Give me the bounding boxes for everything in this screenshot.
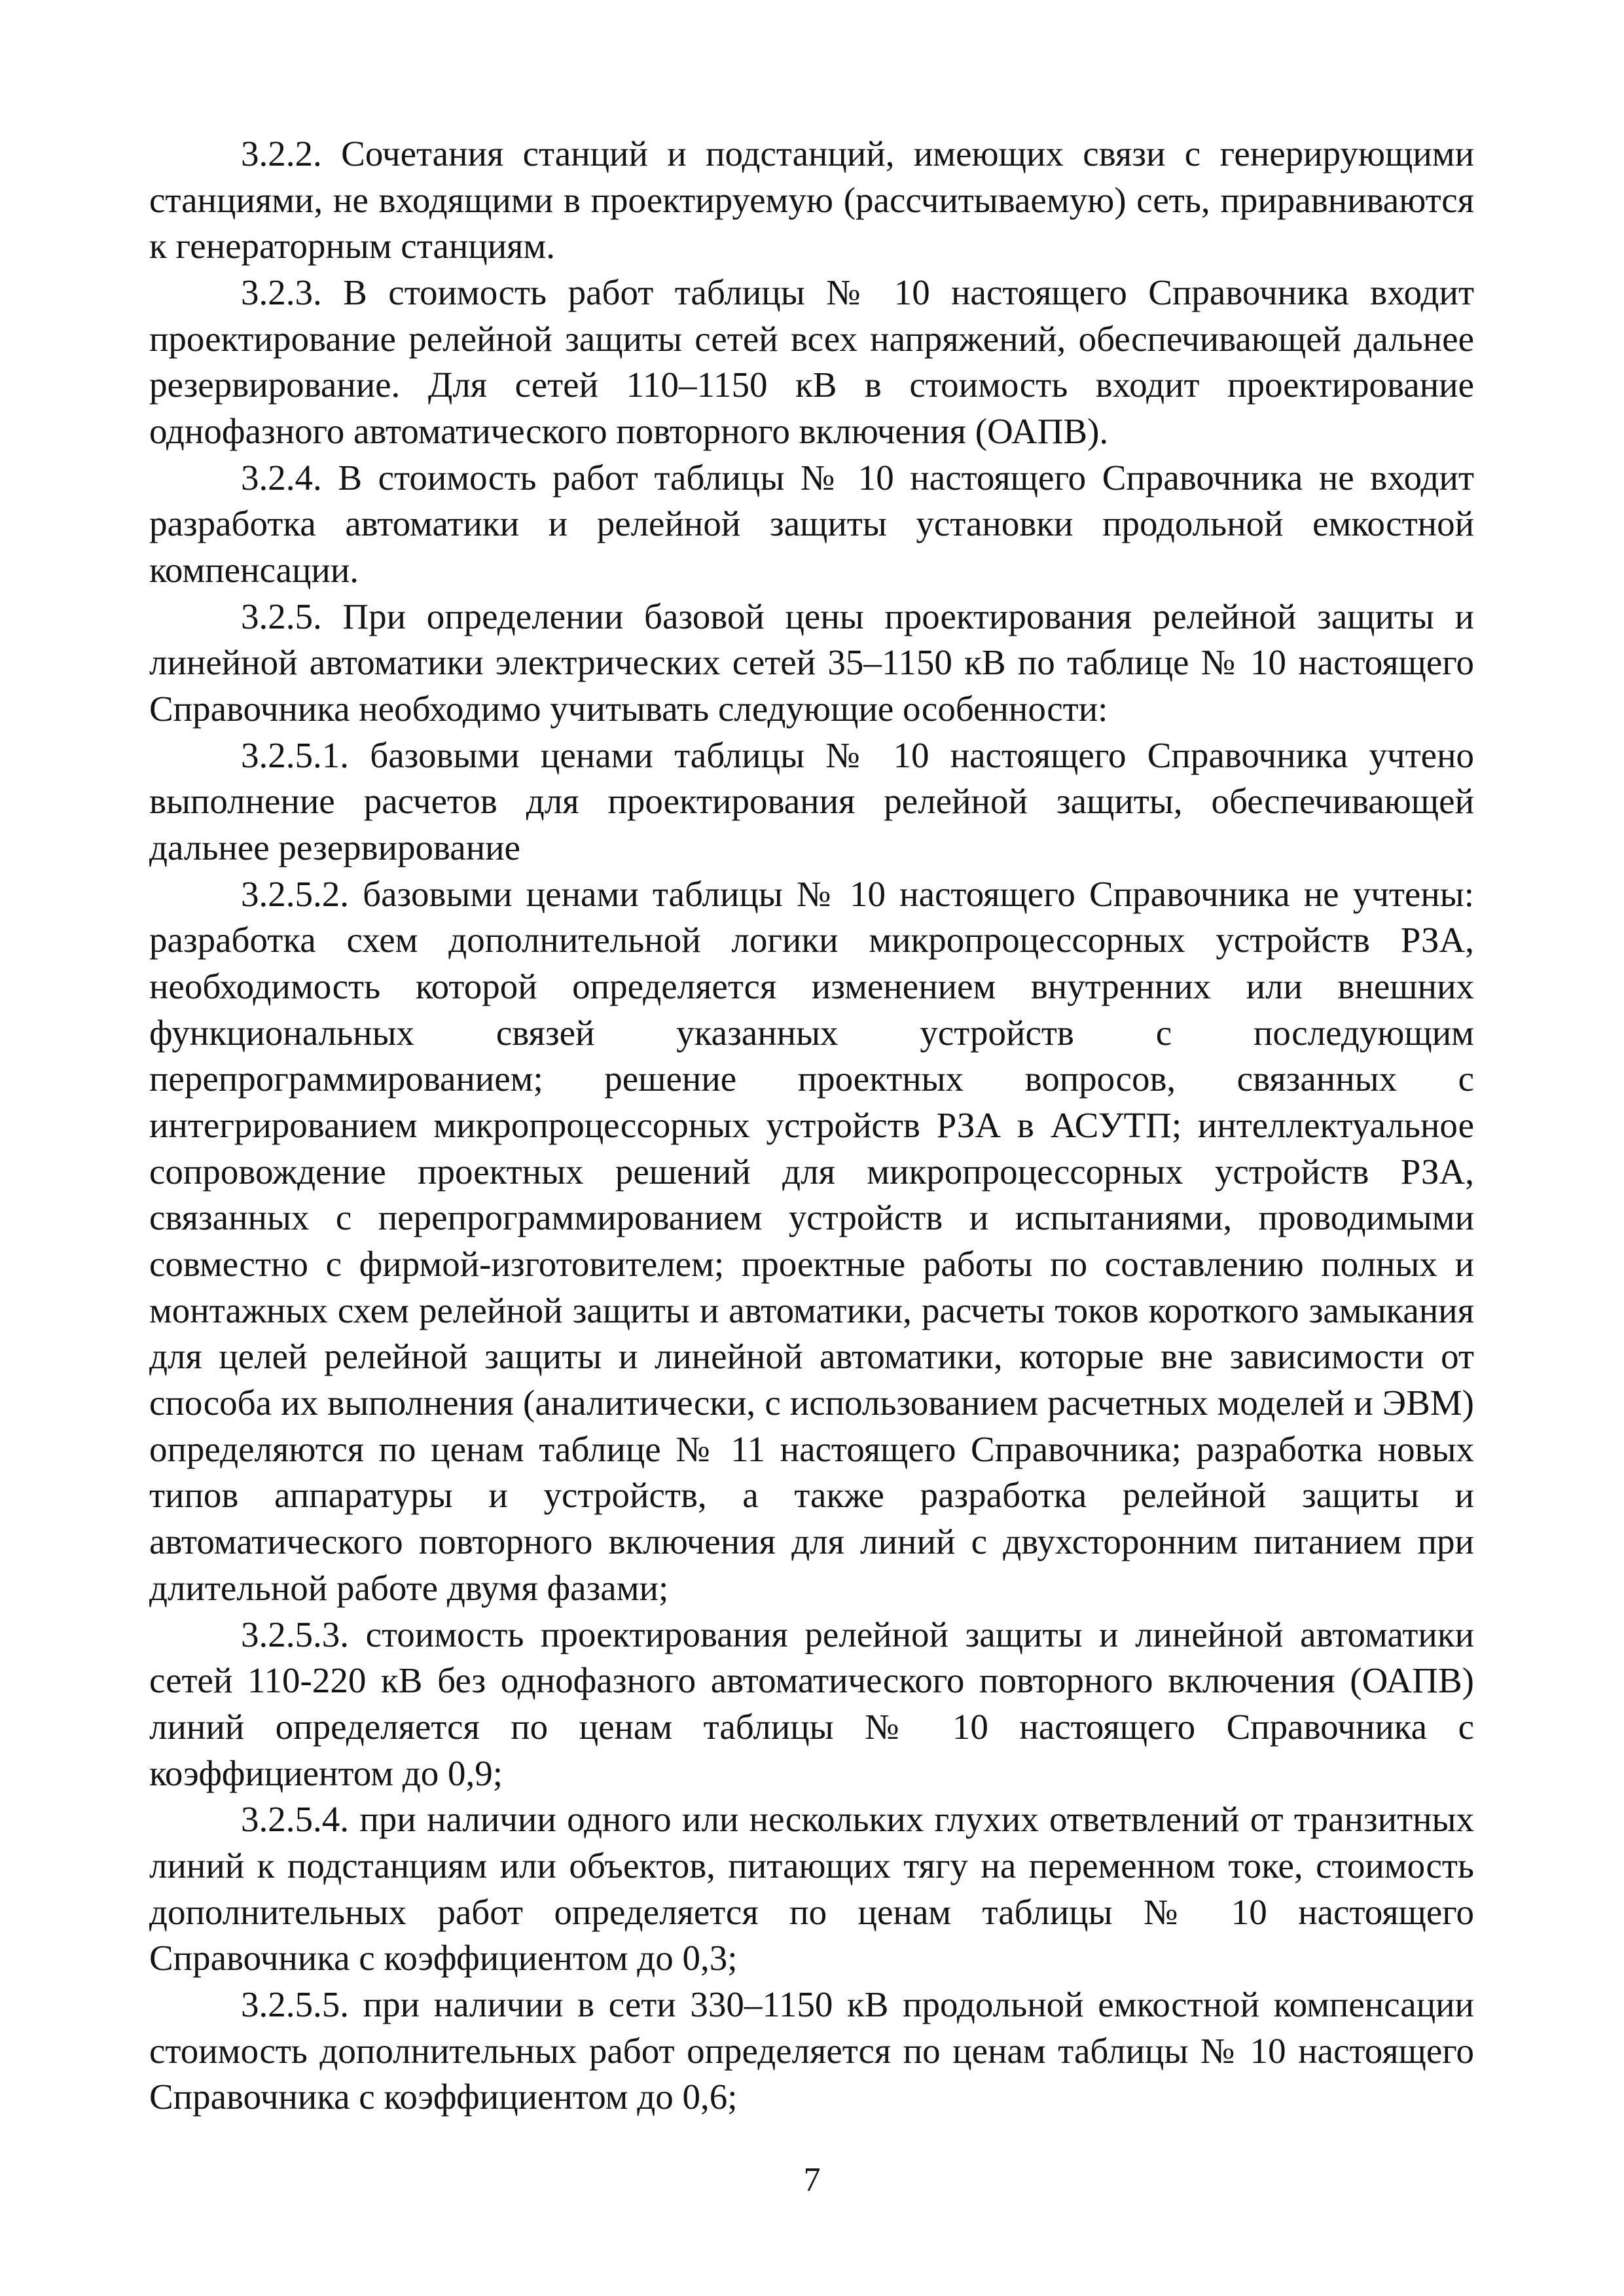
document-body	[149, 131, 1474, 2121]
paragraph-3-2-5-4: 3.2.5.4. при наличии одного или нескольких глухих ответвлений от транзитных линий к подстанциям или объектов, питающих тягу на переменном токе, стоимость дополнительных работ определяется по ценам таблицы № 10 настоящего Справочника с коэффициентом до 0,3;	[149, 1799, 1474, 1978]
paragraph-3-2-2: 3.2.2. Сочетания станций и подстанций, имеющих связи с генерирующими станциями, не входящими в проектируемую (рассчитываемую) сеть, приравниваются к генераторным станциям.	[149, 134, 1474, 266]
page-number: 7	[803, 2161, 821, 2198]
paragraph-3-2-5-1: 3.2.5.1. базовыми ценами таблицы № 10 настоящего Справочника учтено выполнение расчетов для проектирования релейной защиты, обеспечивающей дальнее резервирование	[149, 735, 1474, 868]
paragraph-3-2-5-5: 3.2.5.5. при наличии в сети 330–1150 кВ продольной емкостной компенсации стоимость дополнительных работ определяется по ценам таблицы № 10 настоящего Справочника с коэффициентом до 0,6;	[149, 1984, 1474, 2117]
paragraph-3-2-4: 3.2.4. В стоимость работ таблицы № 10 настоящего Справочника не входит разработка автоматики и релейной защиты установки продольной емкостной компенсации.	[149, 457, 1474, 591]
paragraph-3-2-5-3: 3.2.5.3. стоимость проектирования релейной защиты и линейной автоматики сетей 110-220 кВ без однофазного автоматического повторного включения (ОАПВ) линий определяется по ценам таблицы № 10 настоящего Справочника с коэффициентом до 0,9;	[149, 1614, 1474, 1793]
paragraph-3-2-3: 3.2.3. В стоимость работ таблицы № 10 настоящего Справочника входит проектирование релейной защиты сетей всех напряжений, обеспечивающей дальнее резервирование. Для сетей 110–1150 кВ в стоимость входит проектирование однофазного автоматического повторного включения (ОАПВ).	[149, 272, 1474, 452]
paragraph-3-2-5-2: 3.2.5.2. базовыми ценами таблицы № 10 настоящего Справочника не учтены: разработка схем дополнительной логики микропроцессорных устройств РЗА, необходимость которой определяется изменением внутренних или внешних функциональных связей указанных устройств с последующим перепрограммированием; решение проектных вопросов, связанных с интегрированием микропроцессорных устройств РЗА в АСУТП; интеллектуальное сопровождение проектных решений для микропроцессорных устройств РЗА, связанных с перепрограммированием устройств и испытаниями, проводимыми совместно с фирмой-изготовителем; проектные работы по составлению полных и монтажных схем релейной защиты и автоматики, расчеты токов короткого замыкания для целей релейной защиты и линейной автоматики, которые вне зависимости от способа их выполнения (аналитически, с использованием расчетных моделей и ЭВМ) определяются по ценам таблице № 11 настоящего Справочника; разработка новых типов аппаратуры и устройств, а также разработка релейной защиты и автоматического повторного включения для линий с двухсторонним питанием при длительной работе двумя фазами;	[149, 873, 1474, 1608]
paragraph-3-2-5: 3.2.5. При определении базовой цены проектирования релейной защиты и линейной автоматики электрических сетей 35–1150 кВ по таблице № 10 настоящего Справочника необходимо учитывать следующие особенности:	[149, 596, 1474, 729]
